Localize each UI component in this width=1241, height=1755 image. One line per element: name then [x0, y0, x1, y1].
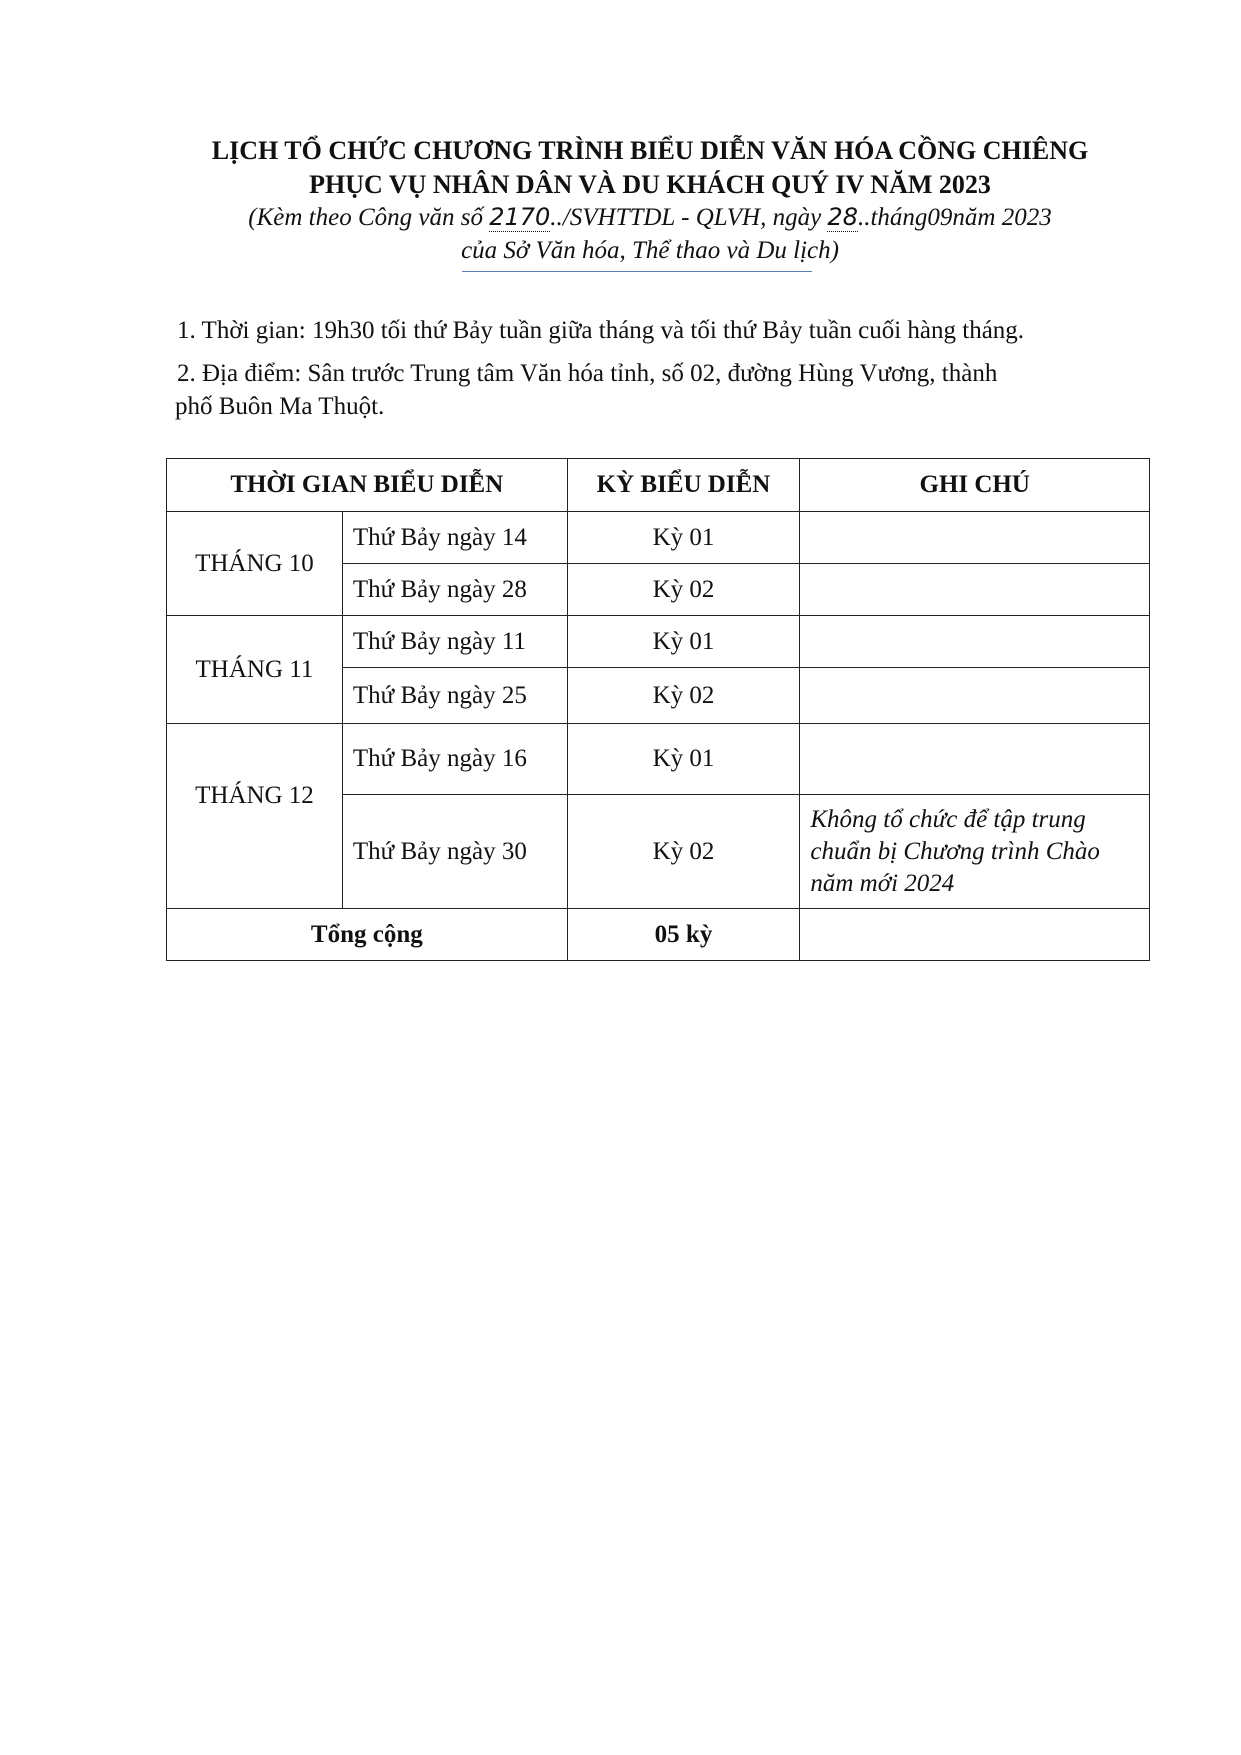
table-row [167, 616, 1150, 668]
note-cell [800, 668, 1150, 724]
total-label: Tổng cộng [167, 909, 568, 961]
subtitle-prefix: (Kèm theo Công văn số [248, 204, 490, 231]
header-note: GHI CHÚ [800, 459, 1150, 512]
month-cell: THÁNG 10 [167, 512, 343, 616]
subtitle-middle: ../SVHTTDL - QLVH, ngày [550, 204, 828, 231]
subtitle-line-2: của Sở Văn hóa, Thể thao và Du lịch) [461, 237, 839, 264]
session-cell: Kỳ 02 [567, 668, 800, 724]
subtitle-line-1 [150, 202, 1150, 233]
document-number: 2170 [489, 203, 551, 231]
header-session: KỲ BIỂU DIỄN [567, 459, 800, 512]
table-header-row [167, 459, 1150, 512]
info-place-line-1: 2. Địa điểm: Sân trước Trung tâm Văn hóa tỉnh, số 02, đường Hùng Vương, thành [177, 360, 998, 387]
month-cell: THÁNG 11 [167, 616, 343, 724]
note-cell [800, 564, 1150, 616]
day-cell: Thứ Bảy ngày 30 [342, 795, 567, 909]
total-value: 05 kỳ [567, 909, 800, 961]
document-day: 28 [827, 203, 858, 231]
day-cell: Thứ Bảy ngày 25 [342, 668, 567, 724]
session-cell: Kỳ 01 [567, 724, 800, 795]
subtitle-underline [462, 271, 812, 272]
session-cell: Kỳ 02 [567, 795, 800, 909]
total-note [800, 909, 1150, 961]
month-cell: THÁNG 12 [167, 724, 343, 909]
session-cell: Kỳ 01 [567, 616, 800, 668]
info-place-line-2: phố Buôn Ma Thuột. [175, 393, 385, 420]
note-cell [800, 616, 1150, 668]
session-cell: Kỳ 02 [567, 564, 800, 616]
day-cell: Thứ Bảy ngày 14 [342, 512, 567, 564]
note-cell [800, 512, 1150, 564]
title-line-1: LỊCH TỔ CHỨC CHƯƠNG TRÌNH BIỂU DIỄN VĂN HÓA CỒNG CHIÊNG [211, 136, 1089, 165]
total-row [167, 909, 1150, 961]
title-line-2: PHỤC VỤ NHÂN DÂN VÀ DU KHÁCH QUÝ IV NĂM 2023 [309, 170, 991, 199]
subtitle-suffix: ..tháng09năm 2023 [857, 204, 1052, 231]
note-cell [800, 724, 1150, 795]
table-row [167, 512, 1150, 564]
info-place [177, 357, 1139, 423]
day-cell: Thứ Bảy ngày 28 [342, 564, 567, 616]
session-cell: Kỳ 01 [567, 512, 800, 564]
info-time: 1. Thời gian: 19h30 tối thứ Bảy tuần giữa tháng và tối thứ Bảy tuần cuối hàng tháng. [177, 317, 1025, 344]
table-row [167, 724, 1150, 795]
note-cell: Không tổ chức để tập trung chuẩn bị Chương trình Chào năm mới 2024 [800, 795, 1150, 909]
day-cell: Thứ Bảy ngày 11 [342, 616, 567, 668]
schedule-table [166, 458, 1150, 961]
day-cell: Thứ Bảy ngày 16 [342, 724, 567, 795]
header-time: THỜI GIAN BIỂU DIỄN [167, 459, 568, 512]
